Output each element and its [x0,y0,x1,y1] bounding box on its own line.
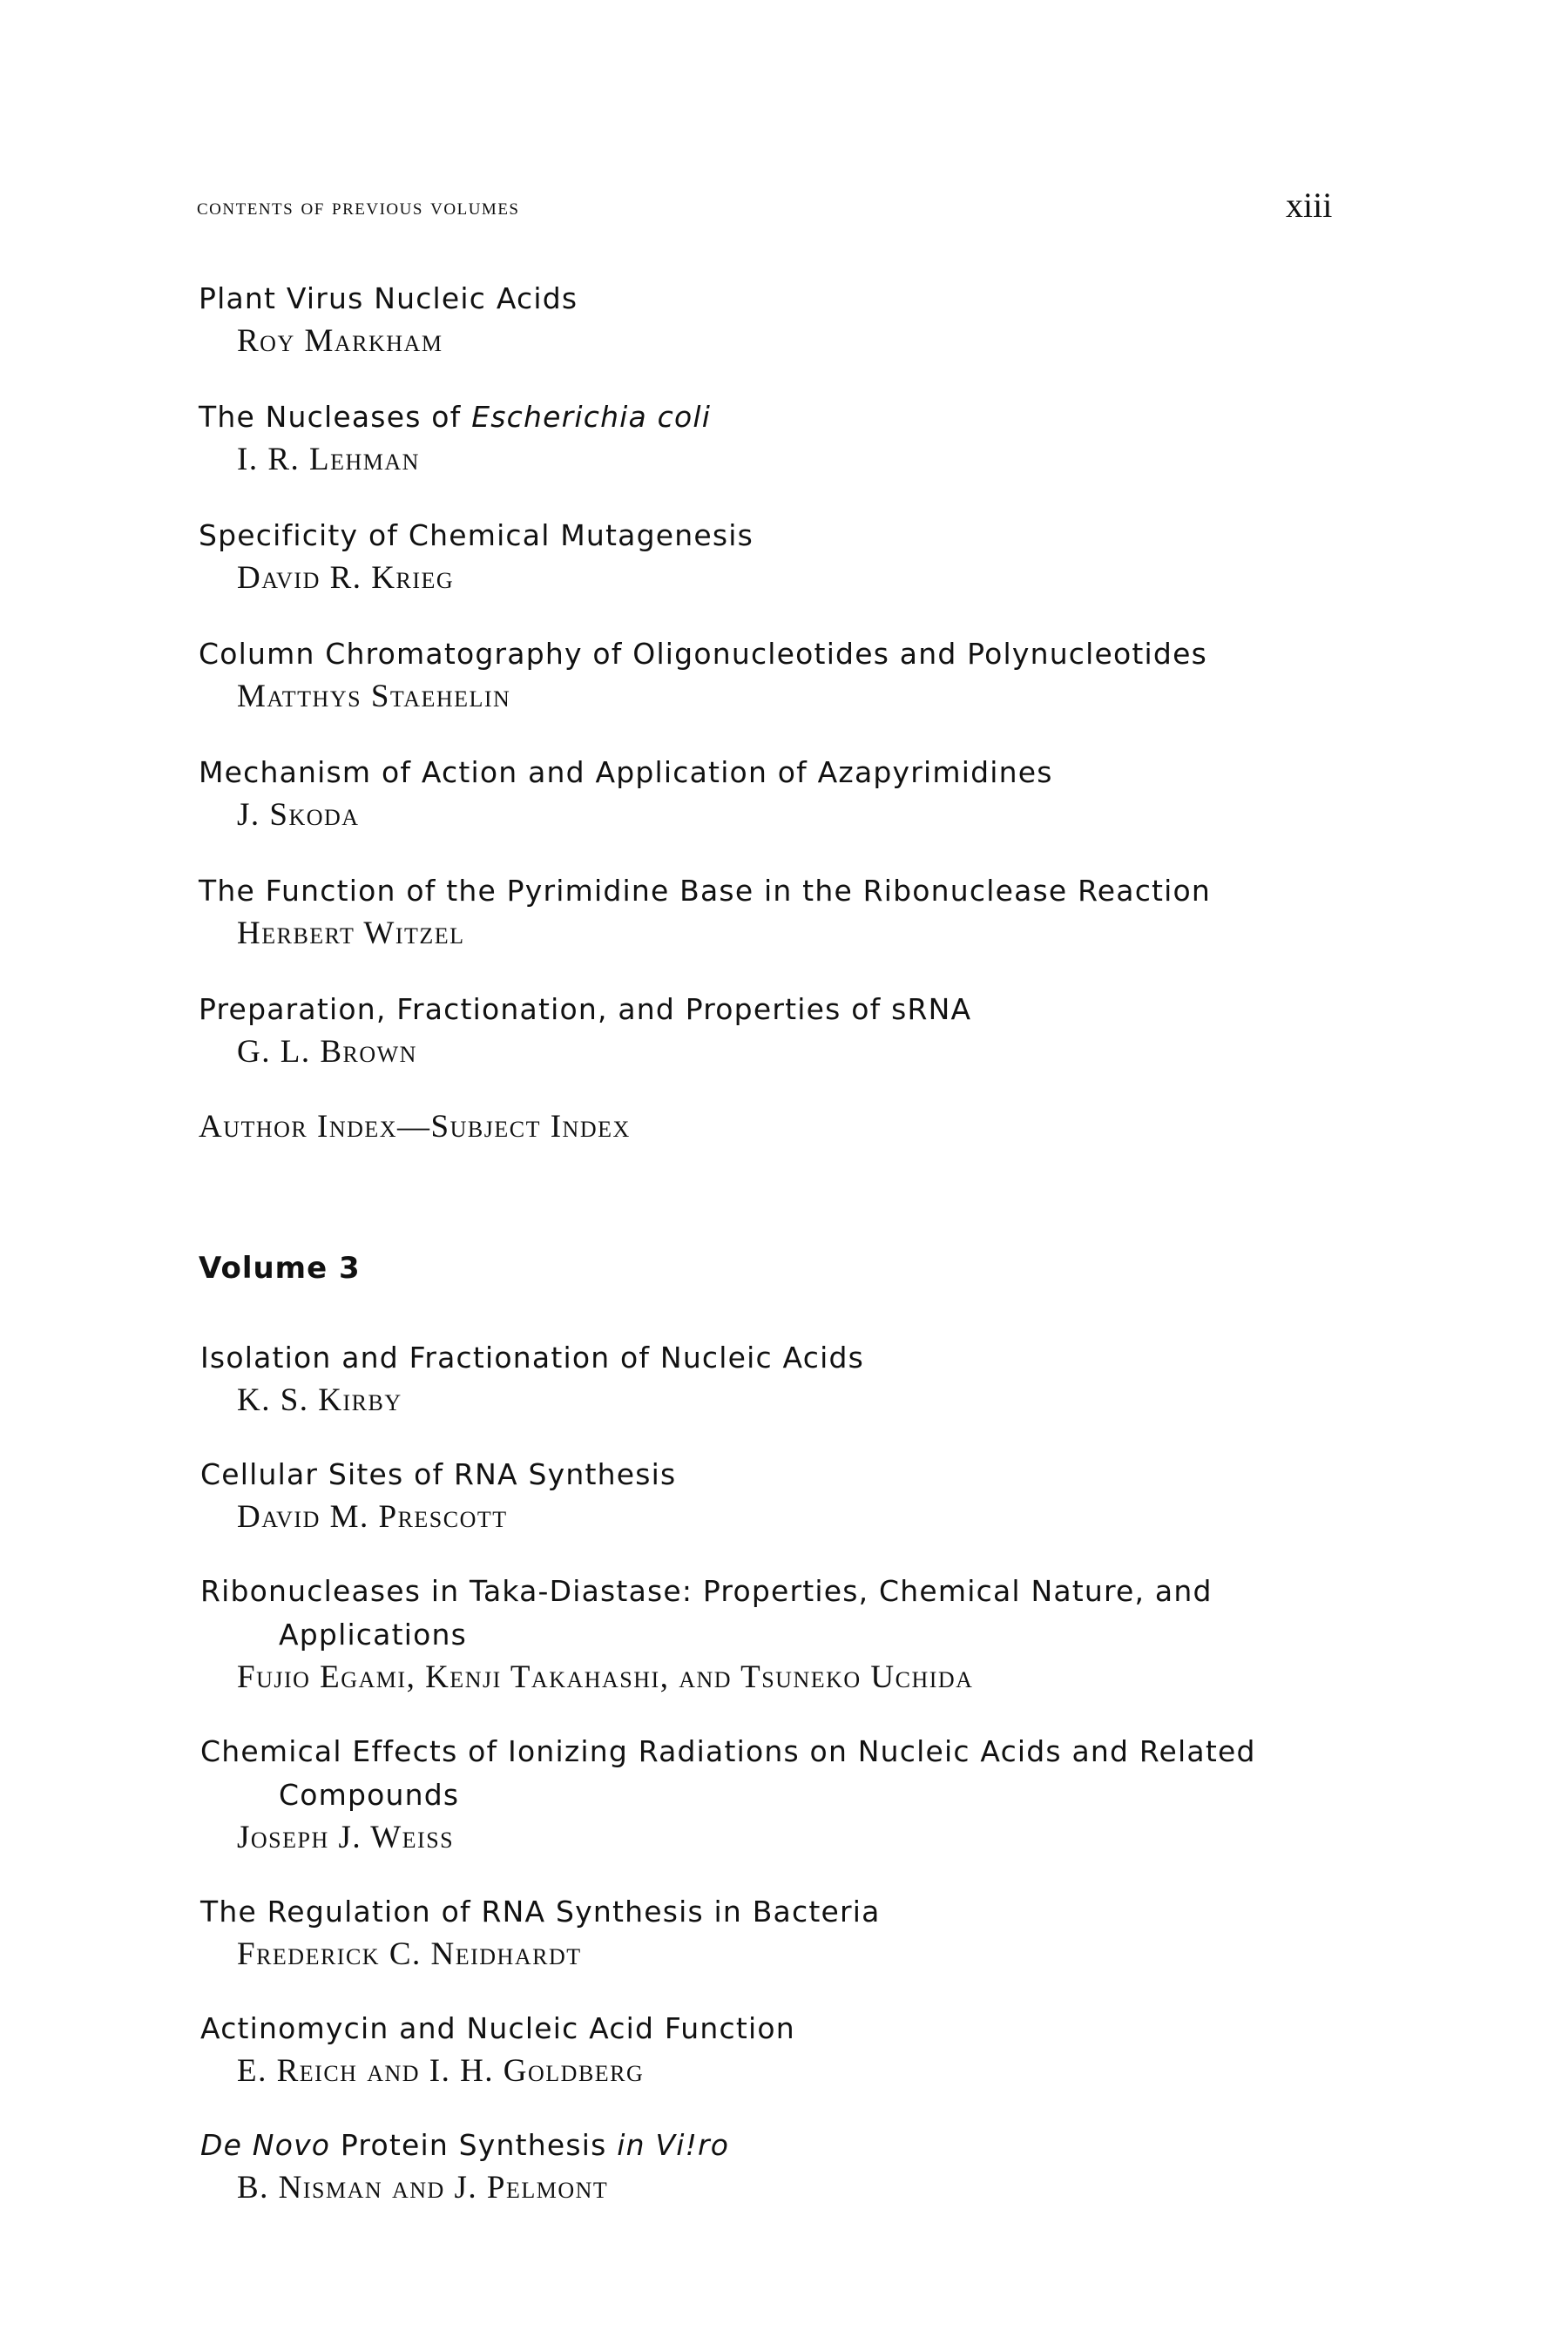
chapter-title: Cellular Sites of RNA Synthesis [200,1457,677,1491]
chapter-title: Column Chromatography of Oligonucleotides and Polynucleotides [199,637,1207,671]
chapter-title: Ribonucleases in Taka-Diastase: Properties, Chemical Nature, and Applications [200,1574,1213,1652]
contents-entry [199,514,1357,599]
contents-entry [199,2007,1357,2092]
chapter-authors: Joseph J. Weiss [237,1820,455,1855]
running-head-text: contents of previous volumes [197,193,520,220]
contents-entry [199,1336,1357,1422]
chapter-authors: Fujio Egami, Kenji Takahashi, and Tsuneko Uchida [237,1659,974,1695]
chapter-title: Mechanism of Action and Application of Azapyrimidines [199,755,1053,789]
chapter-authors: Herbert Witzel [237,915,465,951]
contents-entry [199,2124,1357,2209]
chapter-title-italic: Escherichia coli [471,400,712,434]
chapter-authors: David M. Prescott [237,1499,508,1535]
chapter-authors: Roy Markham [237,323,443,359]
chapter-title [199,395,1357,439]
running-head [197,193,520,220]
chapter-title-text: Protein Synthesis [330,2128,618,2162]
chapter-title: Plant Virus Nucleic Acids [199,281,578,315]
contents-entry [199,632,1357,718]
chapter-authors: E. Reich and I. H. Goldberg [237,2053,645,2089]
chapter-title [199,2124,1357,2167]
page-number: xiii [1286,186,1333,225]
contents-entry [199,751,1357,836]
contents-entry [199,1730,1357,1859]
contents-list [199,277,1357,2240]
chapter-title: Isolation and Fractionation of Nucleic Acids [200,1341,864,1375]
contents-entry [199,1570,1357,1699]
chapter-authors: J. Skoda [237,797,360,833]
chapter-title: Actinomycin and Nucleic Acid Function [200,2011,795,2045]
chapter-authors: K. S. Kirby [237,1382,402,1418]
chapter-title-italic: De Novo [200,2128,331,2162]
chapter-authors: David R. Krieg [237,560,455,596]
contents-entry [199,277,1357,362]
chapter-authors: I. R. Lehman [237,442,420,477]
contents-entry [199,1453,1357,1538]
contents-entry [199,869,1357,955]
contents-entry [199,1890,1357,1976]
chapter-title: Chemical Effects of Ionizing Radiations on Nucleic Acids and Related Compounds [200,1734,1256,1812]
chapter-title: The Regulation of RNA Synthesis in Bacteria [200,1895,881,1929]
chapter-title-italic: in Vi!ro [617,2128,730,2162]
chapter-title-text: The Nucleases of [199,400,472,434]
chapter-title: Preparation, Fractionation, and Properties of sRNA [199,992,972,1026]
chapter-authors: G. L. Brown [237,1034,417,1070]
chapter-authors: Matthys Staehelin [237,679,511,714]
volume-3-entries [199,1336,1357,2209]
contents-entry [199,395,1357,481]
volume-heading: Volume 3 [199,1251,361,1286]
contents-entry [199,988,1357,1073]
chapter-title: Specificity of Chemical Mutagenesis [199,518,754,552]
chapter-authors: B. Nisman and J. Pelmont [237,2170,609,2206]
chapter-authors: Frederick C. Neidhardt [237,1936,582,1972]
index-line: Author Index—Subject Index [199,1109,631,1145]
chapter-title: The Function of the Pyrimidine Base in the Ribonuclease Reaction [199,874,1212,908]
